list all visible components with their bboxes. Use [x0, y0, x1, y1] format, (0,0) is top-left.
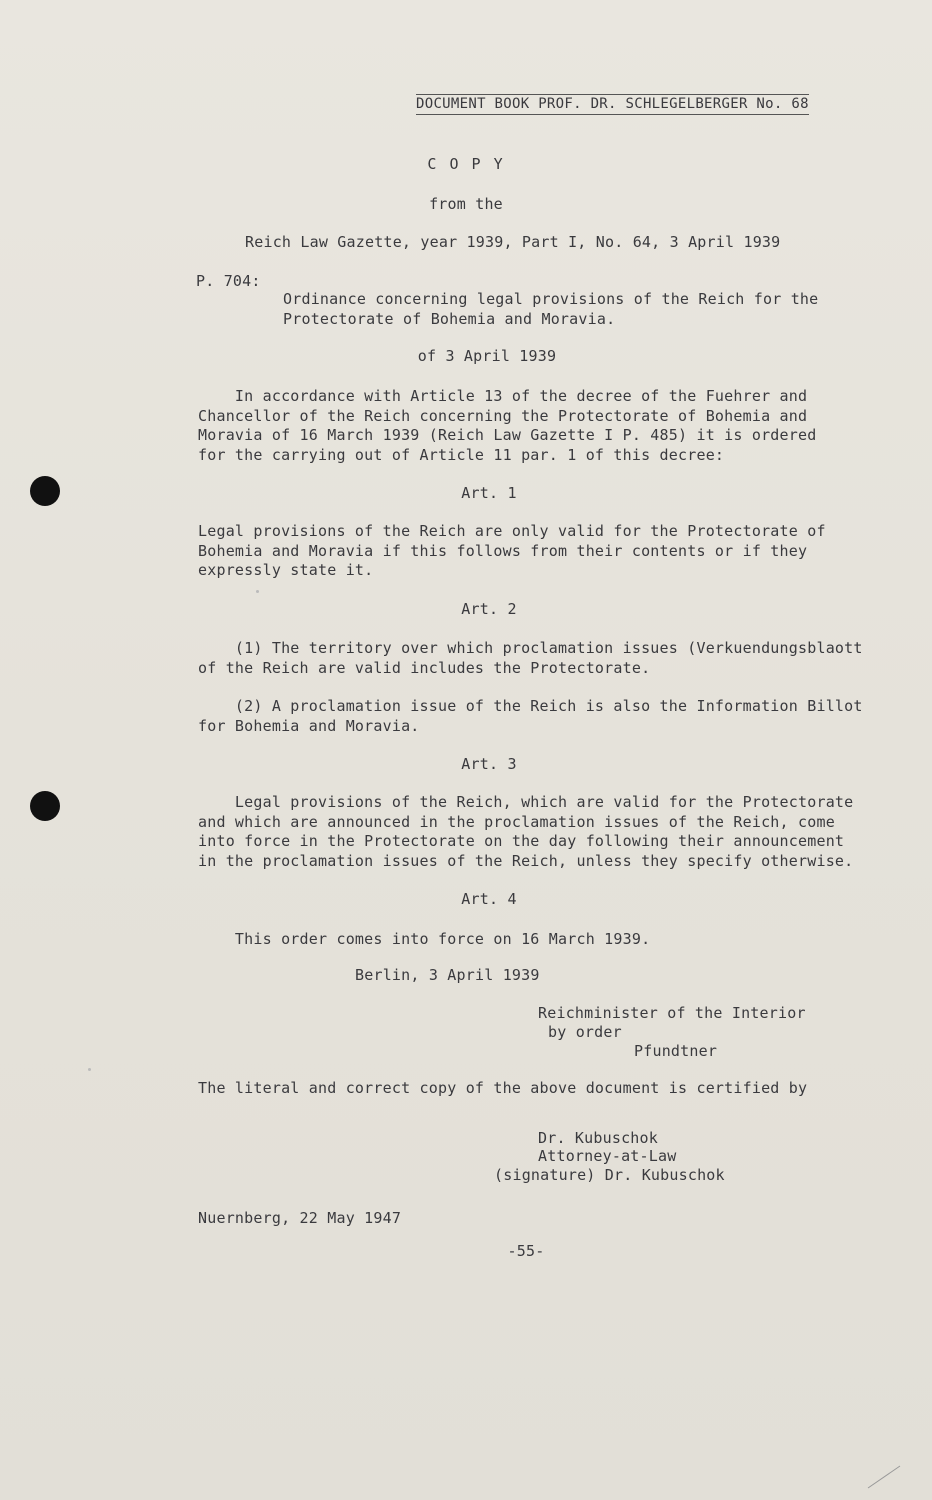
- source-citation: Reich Law Gazette, year 1939, Part I, No. 64, 3 April 1939: [245, 233, 781, 251]
- article-2-paragraph-1: (1) The territory over which proclamation issues (Verkuendungsblaott of the Reich are valid includes the Protectorate.: [198, 639, 863, 677]
- article-1-text: Legal provisions of the Reich are only valid for the Protectorate of Bohemia and Moravia if this follows from their contents or if they expressly state it.: [198, 522, 826, 579]
- article-1-heading: Art. 1: [461, 484, 517, 502]
- article-3-text: Legal provisions of the Reich, which are valid for the Protectorate and which are announced in the proclamation issues of the Reich, come into force in the Protectorate on the day following their announcement in the proclamation issues of the Reich, unless they specify otherwise.: [198, 793, 854, 870]
- ordinance-date: of 3 April 1939: [417, 347, 557, 365]
- corner-pencil-mark: [866, 1462, 906, 1492]
- article-4-text: This order comes into force on 16 March 1939.: [198, 930, 651, 948]
- paper-speck: [88, 1068, 91, 1071]
- paper-speck: [256, 590, 259, 593]
- certification-statement: The literal and correct copy of the above document is certified by: [198, 1079, 808, 1097]
- article-2-heading: Art. 2: [461, 600, 517, 618]
- signatory-name: Pfundtner: [634, 1042, 718, 1060]
- page-number: -55-: [507, 1242, 545, 1260]
- preamble-paragraph: In accordance with Article 13 of the decree of the Fuehrer and Chancellor of the Reich concerning the Protectorate of Bohemia and Moravia of 16 March 1939 (Reich Law Gazette I P. 485) it is ordered for the carrying out of Article 11 par. 1 of this decree:: [198, 387, 817, 464]
- document-book-header: DOCUMENT BOOK PROF. DR. SCHLEGELBERGER No. 68: [416, 94, 809, 115]
- place-and-date: Berlin, 3 April 1939: [355, 966, 540, 984]
- certifier-signature: (signature) Dr. Kubuschok: [494, 1166, 725, 1184]
- footer-place-date: Nuernberg, 22 May 1947: [198, 1209, 402, 1227]
- signatory-by-order: by order: [548, 1023, 622, 1041]
- page-reference: P. 704:: [196, 272, 261, 290]
- article-2-paragraph-2: (2) A proclamation issue of the Reich is also the Information Billot for Bohemia and Moravia.: [198, 697, 863, 735]
- certifier-name: Dr. Kubuschok: [538, 1129, 658, 1147]
- from-the-line: from the: [429, 195, 503, 213]
- certifier-title: Attorney-at-Law: [538, 1147, 677, 1165]
- copy-title: C O P Y: [427, 155, 505, 173]
- punch-hole-bottom: [30, 791, 60, 821]
- article-3-heading: Art. 3: [461, 755, 517, 773]
- ordinance-title: Ordinance concerning legal provisions of the Reich for the Protectorate of Bohemia and Moravia.: [283, 290, 819, 328]
- signatory-title: Reichminister of the Interior: [538, 1004, 806, 1022]
- article-4-heading: Art. 4: [461, 890, 517, 908]
